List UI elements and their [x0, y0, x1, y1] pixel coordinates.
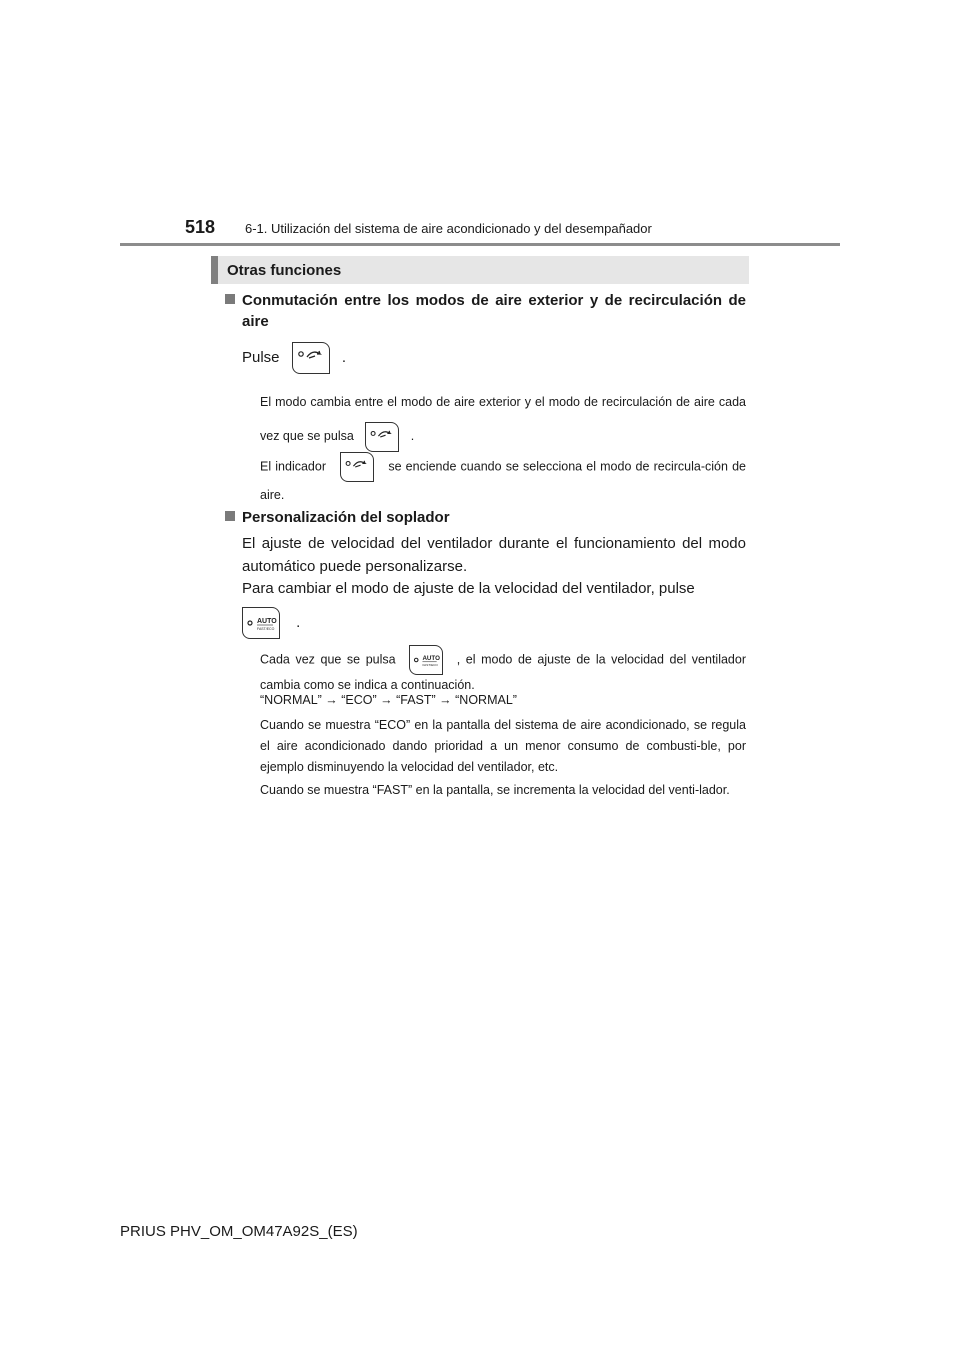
blower-title: Personalización del soplador [242, 507, 746, 528]
recirc-pulse-line: Pulse . [242, 342, 746, 374]
recirc-section [242, 290, 746, 332]
auto-fan-button-icon [409, 645, 443, 675]
heading-bar [211, 256, 218, 284]
recirc-note-2: El indicador se enciende cuando se selecciona el modo de recircula-ción de aire. [260, 452, 746, 508]
page-number: 518 [185, 217, 216, 237]
blower-sequence: “NORMAL” → “ECO” → “FAST” → “NORMAL” [260, 693, 517, 707]
auto-sub-label: FAST/ECO [257, 627, 275, 631]
section-title: 6-1. Utilización del sistema de aire acondicionado y del desempañador [245, 221, 652, 236]
svg-text:FAST/ECO: FAST/ECO [422, 663, 439, 668]
blower-note-1: Cada vez que se pulsa AUTO FAST/ECO , el modo de ajuste de la velocidad del ventilador cambia como se indica a continuación. [260, 645, 746, 696]
blower-note-3: Cuando se muestra “FAST” en la pantalla, se incrementa la velocidad del venti-lador. [260, 783, 730, 797]
bullet-square [225, 511, 235, 521]
auto-label: AUTO [257, 618, 277, 625]
heading-label: Otras funciones [227, 262, 342, 279]
svg-text:AUTO: AUTO [422, 655, 441, 662]
recirc-note-1: El modo cambia entre el modo de aire exterior y el modo de recirculación de aire cada vez que se pulsa . [260, 385, 746, 453]
auto-fan-button-icon[interactable] [242, 607, 280, 639]
recirculation-button-icon [365, 422, 399, 452]
blower-para-2: Para cambiar el modo de ajuste de la velocidad del ventilador, pulse [242, 580, 695, 597]
bullet-square [225, 294, 235, 304]
blower-note-2: Cuando se muestra “ECO” en la pantalla del sistema de aire acondicionado, se regula el aire acondicionado dando prioridad a un menor consumo de combusti-ble, por ejemplo disminuyendo la velocidad del ventilador, etc. [260, 718, 746, 774]
blower-pulse-line: AUTO FAST/ECO . [242, 607, 746, 639]
recirc-title: Conmutación entre los modos de aire exterior y de recirculación de aire [242, 290, 746, 332]
blower-section [242, 507, 746, 528]
section-heading [211, 256, 749, 284]
blower-para-1: El ajuste de velocidad del ventilador durante el funcionamiento del modo automático puede personalizarse. [242, 535, 746, 575]
footer-doc-id: PRIUS PHV_OM_OM47A92S_(ES) [120, 1223, 358, 1240]
header-rule [120, 243, 840, 246]
recirculation-button-icon[interactable] [292, 342, 330, 374]
recirculation-indicator-icon [340, 452, 374, 482]
